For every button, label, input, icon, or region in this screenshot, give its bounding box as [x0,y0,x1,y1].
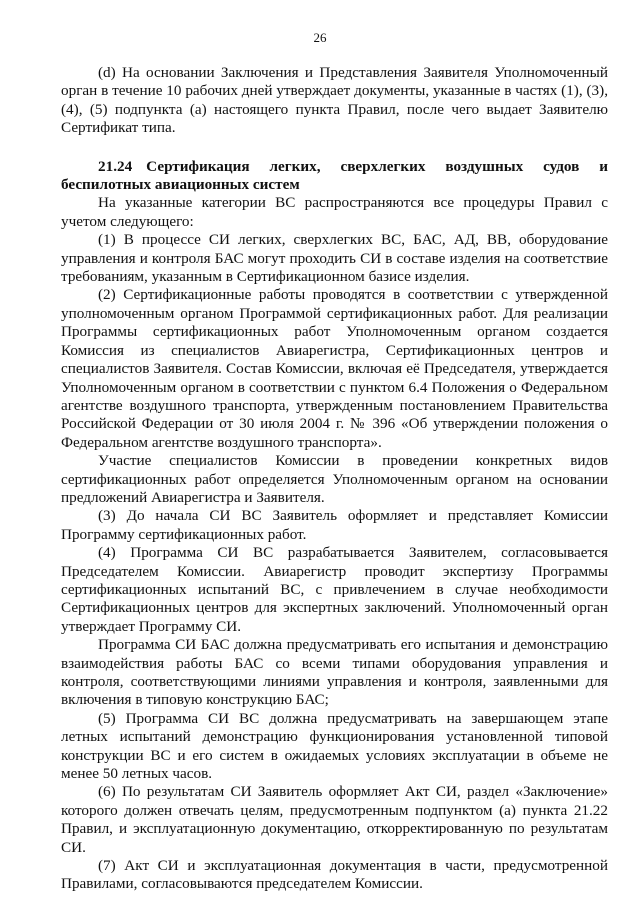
paragraph-item-5: (5) Программа СИ ВС должна предусматривать на завершающем этапе летных испытаний демонстрацию функционирования установленной типовой конструкции ВС и его систем в ожидаемых условиях эксплуатации в объеме не менее 50 летных часов. [61,709,608,783]
section-heading [61,158,608,195]
spacer [61,138,608,158]
page-content [61,64,608,894]
paragraph-participation: Участие специалистов Комиссии в проведении конкретных видов сертификационных работ определяется Уполномоченным органом на основании предложений Авиарегистра и Заявителя. [61,452,608,506]
paragraph-item-7: (7) Акт СИ и эксплуатационная документация в части, предусмотренной Правилами, согласовываются председателем Комиссии. [61,857,608,893]
section-heading-text: Сертификация легких, сверхлегких воздушных судов и беспилотных авиационных систем [61,157,608,194]
paragraph-item-4: (4) Программа СИ ВС разрабатывается Заявителем, согласовывается Председателем Комиссии. Авиарегистр проводит экспертизу Программы сертификационных испытаний ВС, с привлечением в случае необходимости Сертификационных центров для экспертных заключений. Уполномоченный орган утверждает Программу СИ. [61,544,608,635]
intro-paragraph: (d) На основании Заключения и Представления Заявителя Уполномоченный орган в течение 10 рабочих дней утверждает документы, указанные в частях (1), (3), (4), (5) подпункта (а) настоящего пункта Правил, после чего выдает Заявителю Сертификат типа. [61,64,608,137]
paragraph-item-2: (2) Сертификационные работы проводятся в соответствии с утвержденной уполномоченным органом Программой сертификационных работ. Для реализации Программы сертификационных работ Уполномоченным органом создается Комиссия из специалистов Авиарегистра, Сертификационных центров и специалистов Заявителя. Состав Комиссии, включая её Председателя, утверждается Уполномоченным органом в соответствии с пунктом 6.4 Положения о Федеральном агентстве воздушного транспорта, утвержденным постановлением Правительства Российской Федерации от 30 июля 2004 г. № 396 «Об утверждении положения о Федеральном агентстве воздушного транспорта». [61,286,608,451]
page-number: 26 [313,30,327,45]
section-heading-number: 21.24 [98,157,133,175]
paragraph-item-3: (3) До начала СИ ВС Заявитель оформляет и представляет Комиссии Программу сертификационных работ. [61,507,608,543]
paragraph-scope: На указанные категории ВС распространяются все процедуры Правил с учетом следующего: [61,194,608,230]
paragraph-item-1: (1) В процессе СИ легких, сверхлегких ВС, БАС, АД, ВВ, оборудование управления и контроля БАС могут проходить СИ в составе изделия на соответствие требованиям, указанным в Сертификационном базисе изделия. [61,231,608,286]
paragraph-bas-program: Программа СИ БАС должна предусматривать его испытания и демонстрацию взаимодействия работы БАС со всеми типами оборудования управления и контроля, соответствующими линиями управления и контроля, заявленными для включения в типовую конструкцию БАС; [61,636,608,709]
paragraph-item-6: (6) По результатам СИ Заявитель оформляет Акт СИ, раздел «Заключение» которого должен отвечать целям, предусмотренным подпунктом (а) пункта 21.22 Правил, и эксплуатационную документацию, откорректированную по результатам СИ. [61,783,608,856]
